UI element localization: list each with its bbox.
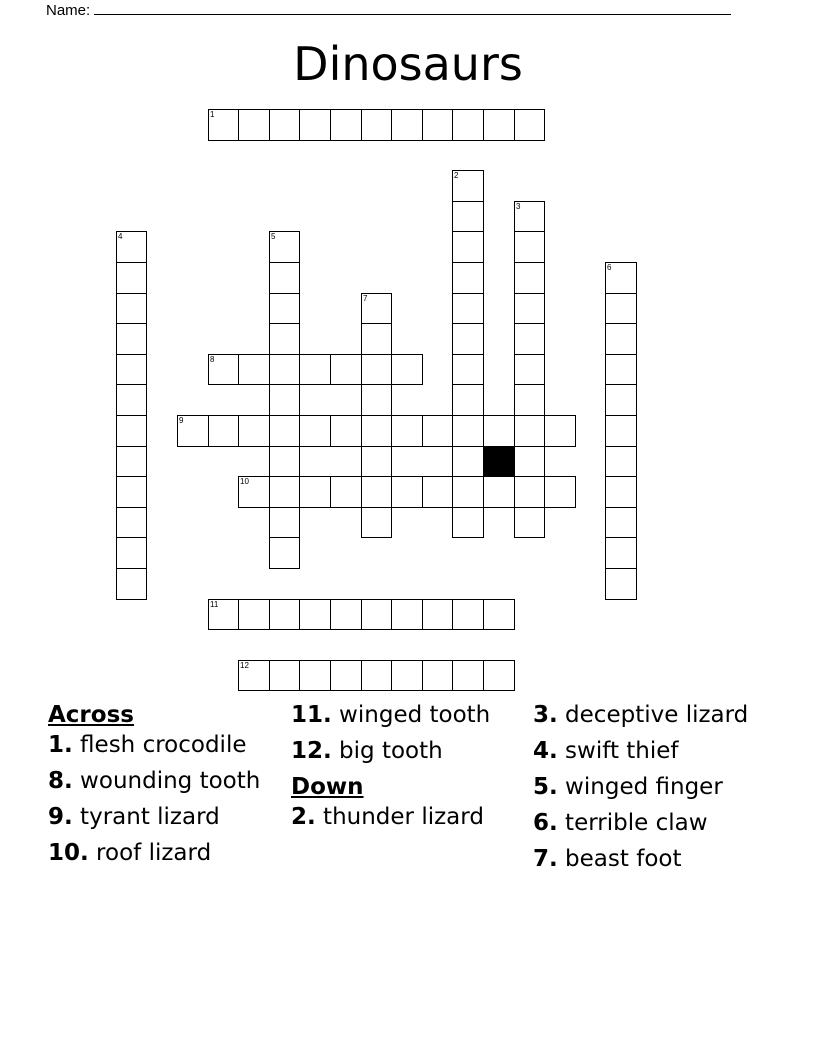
grid-cell[interactable]	[361, 415, 392, 447]
grid-cell[interactable]	[116, 476, 147, 508]
cell-number: 6	[607, 263, 612, 272]
cell-number: 8	[210, 355, 215, 364]
grid-cell[interactable]	[116, 262, 147, 294]
grid-cell[interactable]	[238, 354, 270, 385]
name-label: Name:	[46, 2, 91, 19]
clue-number: 6.	[533, 810, 558, 836]
grid-cell[interactable]	[269, 476, 300, 508]
grid-cell[interactable]	[269, 415, 300, 447]
grid-cell[interactable]	[269, 231, 300, 263]
grid-cell[interactable]	[514, 109, 545, 141]
cell-number: 2	[454, 171, 459, 180]
clue-text: swift thief	[557, 738, 679, 764]
clue-7	[533, 846, 773, 872]
grid-cell[interactable]	[452, 599, 484, 630]
cell-number: 9	[179, 416, 184, 425]
grid-cell[interactable]	[361, 323, 392, 355]
clue-4	[533, 738, 773, 764]
grid-cell[interactable]	[238, 109, 270, 141]
down-list-2	[533, 702, 773, 872]
clue-number: 9.	[48, 804, 73, 830]
grid-cell[interactable]	[514, 323, 545, 355]
grid-cell[interactable]	[422, 415, 453, 447]
grid-cell[interactable]	[452, 323, 484, 355]
grid-cell[interactable]	[605, 537, 637, 569]
grid-cell[interactable]	[269, 262, 300, 294]
clue-number: 2.	[291, 804, 316, 830]
clue-number: 3.	[533, 702, 558, 728]
clue-text: flesh crocodile	[72, 732, 247, 758]
grid-cell[interactable]	[605, 262, 637, 294]
grid-cell[interactable]	[116, 231, 147, 263]
grid-cell[interactable]	[514, 507, 545, 538]
grid-cell[interactable]	[483, 660, 515, 691]
clue-12	[291, 738, 511, 764]
grid-cell[interactable]	[514, 262, 545, 294]
grid-cell[interactable]	[269, 507, 300, 538]
grid-cell[interactable]	[514, 476, 545, 508]
grid-cell[interactable]	[238, 660, 270, 691]
grid-cell[interactable]	[116, 415, 147, 447]
grid-cell[interactable]	[452, 170, 484, 202]
grid-cell[interactable]	[452, 446, 484, 477]
grid-cell[interactable]	[605, 446, 637, 477]
clue-number: 7.	[533, 846, 558, 872]
clue-text: thunder lizard	[315, 804, 484, 830]
cell-number: 10	[240, 477, 249, 486]
grid-cell[interactable]	[605, 568, 637, 600]
grid-cell[interactable]	[452, 507, 484, 538]
grid-cell[interactable]	[177, 415, 209, 447]
grid-cell[interactable]	[361, 599, 392, 630]
grid-cell[interactable]	[514, 384, 545, 416]
grid-cell[interactable]	[391, 354, 423, 385]
grid-cell[interactable]	[238, 599, 270, 630]
down-list-1	[291, 804, 511, 830]
grid-cell[interactable]	[452, 660, 484, 691]
clue-number: 12.	[291, 738, 332, 764]
grid-cell[interactable]	[299, 660, 331, 691]
clue-column-3	[533, 702, 773, 882]
grid-cell[interactable]	[452, 262, 484, 294]
across-list-1	[48, 732, 283, 866]
grid-cell[interactable]	[361, 293, 392, 324]
grid-cell[interactable]	[514, 415, 545, 447]
grid-cell[interactable]	[605, 415, 637, 447]
clue-column-2	[291, 702, 511, 840]
grid-cell[interactable]	[605, 507, 637, 538]
grid-cell[interactable]	[330, 476, 362, 508]
grid-cell[interactable]	[208, 599, 239, 630]
grid-cell[interactable]	[605, 476, 637, 508]
grid-cell[interactable]	[514, 201, 545, 232]
grid-cell[interactable]	[361, 446, 392, 477]
grid-cell[interactable]	[483, 476, 515, 508]
grid-cell[interactable]	[269, 109, 300, 141]
grid-cell[interactable]	[269, 384, 300, 416]
grid-cell[interactable]	[269, 293, 300, 324]
grid-cell[interactable]	[391, 109, 423, 141]
grid-cell[interactable]	[361, 660, 392, 691]
cell-number: 11	[210, 600, 219, 609]
clue-number: 8.	[48, 768, 73, 794]
grid-cell[interactable]	[422, 599, 453, 630]
grid-cell[interactable]	[391, 599, 423, 630]
cell-number: 12	[240, 661, 249, 670]
grid-cell[interactable]	[452, 201, 484, 232]
across-heading: Across	[48, 702, 134, 728]
grid-cell[interactable]	[116, 568, 147, 600]
grid-cell[interactable]	[452, 354, 484, 385]
cell-number: 5	[271, 232, 276, 241]
grid-cell[interactable]	[452, 109, 484, 141]
page-title: Dinosaurs	[293, 37, 523, 91]
clue-number: 11.	[291, 702, 332, 728]
grid-cell[interactable]	[269, 354, 300, 385]
grid-cell[interactable]	[422, 109, 453, 141]
clue-11	[291, 702, 511, 728]
grid-cell[interactable]	[452, 293, 484, 324]
down-heading: Down	[291, 774, 364, 800]
clue-9	[48, 804, 283, 830]
grid-cell[interactable]	[116, 293, 147, 324]
clue-5	[533, 774, 773, 800]
cell-number: 7	[363, 294, 368, 303]
clue-10	[48, 840, 283, 866]
clue-text: deceptive lizard	[557, 702, 749, 728]
grid-cell[interactable]	[452, 384, 484, 416]
grid-cell[interactable]	[330, 415, 362, 447]
grid-cell[interactable]	[116, 537, 147, 569]
clue-column-1	[48, 702, 283, 876]
grid-cell[interactable]	[514, 231, 545, 263]
clue-3	[533, 702, 773, 728]
grid-cell[interactable]	[391, 415, 423, 447]
grid-cell[interactable]	[422, 660, 453, 691]
grid-cell[interactable]	[544, 476, 576, 508]
grid-cell[interactable]	[269, 599, 300, 630]
clue-text: winged finger	[557, 774, 723, 800]
grid-cell[interactable]	[208, 109, 239, 141]
clue-number: 4.	[533, 738, 558, 764]
grid-cell[interactable]	[238, 415, 270, 447]
grid-cell[interactable]	[514, 293, 545, 324]
clue-text: winged tooth	[331, 702, 491, 728]
grid-cell[interactable]	[116, 384, 147, 416]
grid-cell[interactable]	[605, 293, 637, 324]
grid-cell[interactable]	[299, 415, 331, 447]
grid-cell[interactable]	[116, 323, 147, 355]
cell-number: 4	[118, 232, 123, 241]
grid-cell[interactable]	[483, 415, 515, 447]
grid-cell[interactable]	[452, 231, 484, 263]
grid-cell[interactable]	[391, 476, 423, 508]
clue-1	[48, 732, 283, 758]
clue-text: tyrant lizard	[72, 804, 220, 830]
grid-cell[interactable]	[208, 415, 239, 447]
grid-cell[interactable]	[116, 354, 147, 385]
grid-cell[interactable]	[483, 599, 515, 630]
across-list-2	[291, 702, 511, 764]
grid-cell[interactable]	[269, 323, 300, 355]
grid-cell[interactable]	[361, 354, 392, 385]
grid-cell[interactable]	[299, 599, 331, 630]
grid-cell[interactable]	[269, 537, 300, 569]
clue-text: beast foot	[557, 846, 682, 872]
grid-cell[interactable]	[361, 476, 392, 508]
grid-cell[interactable]	[452, 476, 484, 508]
grid-cell[interactable]	[330, 599, 362, 630]
grid-cell[interactable]	[116, 446, 147, 477]
cell-number: 3	[516, 202, 521, 211]
grid-cell[interactable]	[483, 109, 515, 141]
grid-cell[interactable]	[299, 109, 331, 141]
grid-block	[483, 446, 515, 477]
grid-cell[interactable]	[208, 354, 239, 385]
clue-text: terrible claw	[557, 810, 708, 836]
clue-6	[533, 810, 773, 836]
grid-cell[interactable]	[269, 446, 300, 477]
grid-cell[interactable]	[391, 660, 423, 691]
grid-cell[interactable]	[514, 446, 545, 477]
grid-cell[interactable]	[361, 507, 392, 538]
grid-cell[interactable]	[361, 109, 392, 141]
grid-cell[interactable]	[544, 415, 576, 447]
clue-text: big tooth	[331, 738, 443, 764]
grid-cell[interactable]	[514, 354, 545, 385]
grid-cell[interactable]	[605, 354, 637, 385]
grid-cell[interactable]	[269, 660, 300, 691]
grid-cell[interactable]	[605, 323, 637, 355]
grid-cell[interactable]	[116, 507, 147, 538]
clue-8	[48, 768, 283, 794]
cell-number: 1	[210, 110, 215, 119]
grid-cell[interactable]	[605, 384, 637, 416]
grid-cell[interactable]	[422, 476, 453, 508]
clue-text: wounding tooth	[72, 768, 261, 794]
clue-number: 5.	[533, 774, 558, 800]
grid-cell[interactable]	[330, 354, 362, 385]
grid-cell[interactable]	[299, 354, 331, 385]
grid-cell[interactable]	[361, 384, 392, 416]
grid-cell[interactable]	[299, 476, 331, 508]
clue-number: 10.	[48, 840, 89, 866]
grid-cell[interactable]	[330, 660, 362, 691]
clue-2	[291, 804, 511, 830]
grid-cell[interactable]	[238, 476, 270, 508]
grid-cell[interactable]	[452, 415, 484, 447]
grid-cell[interactable]	[330, 109, 362, 141]
clue-text: roof lizard	[88, 840, 212, 866]
clue-number: 1.	[48, 732, 73, 758]
